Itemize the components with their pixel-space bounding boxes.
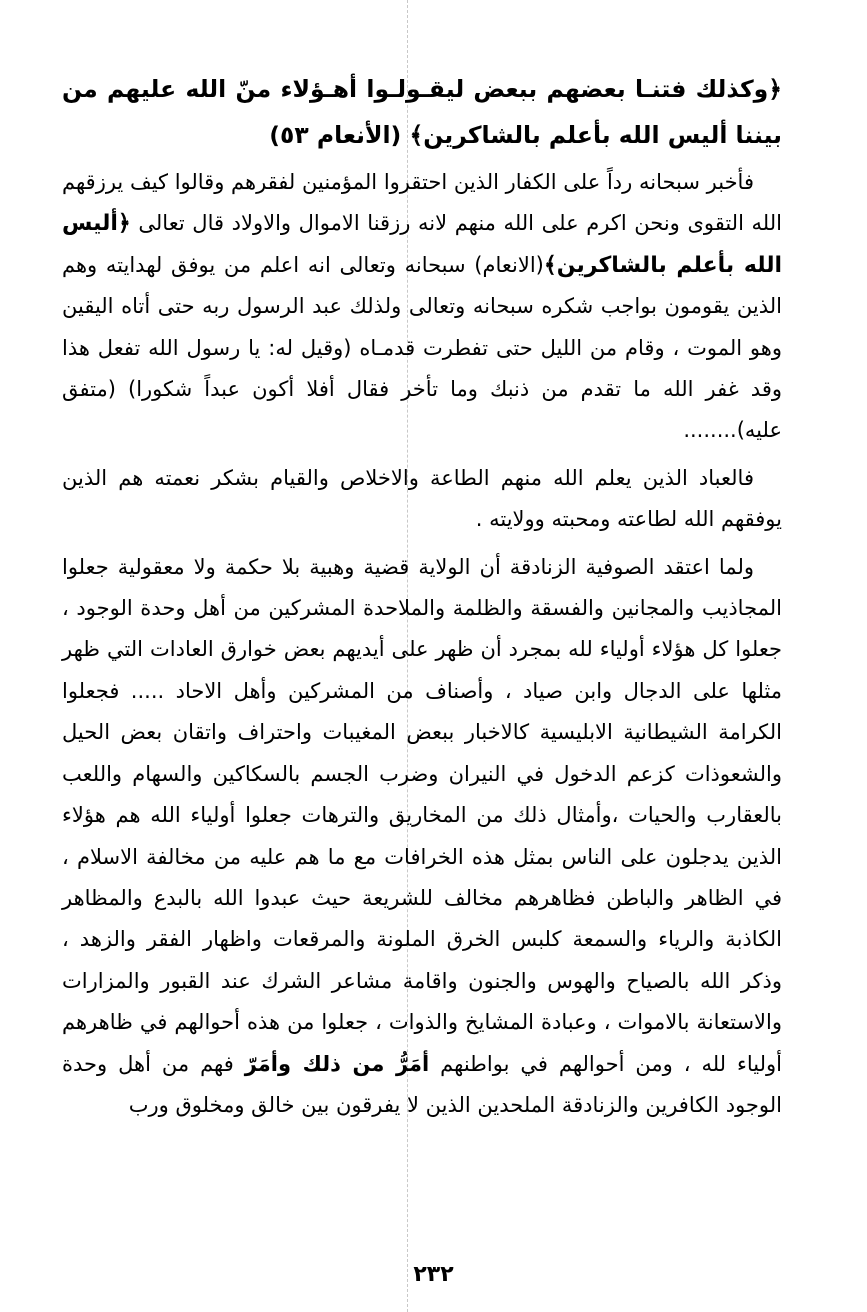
paragraph-3 [62, 547, 782, 1127]
quran-quote: ﴿أليس الله بأعلم بالشاكرين﴾ [62, 211, 782, 278]
paragraph-3-text-a: ولما اعتقد الصوفية الزنادقة أن الولاية قضية وهبية بلا حكمة ولا معقولية جعلوا المجاذيب والمجانين والفسقة والظلمة والملاحدة المشركين من أهل وحدة الوجود ، جعلوا كل هؤلاء أولياء لله بمجرد أن ظهر على أيديهم بعض خوارق العادات التي ظهر مثلها على الدجال وابن صياد ، وأصناف من المشركين وأهل الاحاد ..... فجعلوا الكرامة الشيطانية الابليسية كالاخبار ببعض المغيبات واحتراف واتقان بعض الحيل والشعوذات كزعم الدخول في النيران وضرب الجسم بالسكاكين والسهام واللعب بالعقارب والحيات ،وأمثال ذلك من المخاريق والترهات جعلوا أولياء الله هم هؤلاء الذين يدجلون على الناس بمثل هذه الخرافات مع ما هم عليه من مخالفة الاسلام ، في الظاهر والباطن فظاهرهم مخالف للشريعة حيث عبدوا الله بالبدع والمظاهر الكاذبة والرياء والسمعة كلبس الخرق الملونة والمرقعات واظهار الفقر والزهد ، وذكر الله بالصياح والهوس والجنون واقامة مشاعر الشرك عند القبور والمزارات والاستعانة بالاموات ، وعبادة المشايخ والذوات ، جعلوا من هذه أحوالهم في ظاهرهم أولياء لله ، ومن أحوالهم في بواطنهم [62, 554, 782, 1076]
paragraph-3-text-b: فهم من أهل وحدة الوجود الكافرين والزنادقة الملحدين الذين لا يفرقون بين خالق ومخلوق ورب [62, 1051, 782, 1117]
paragraph-1-text-b: (الانعام) سبحانه وتعالى انه اعلم من يوفق لهدايته وهم الذين يقومون بواجب شكره سبحانه وتعالى ولذلك عبد الرسول ربه حتى أتاه اليقين وهو الموت ، وقام من الليل حتى تفطرت قدمـاه (وقيل له: يا رسول الله تفعل هذا وقد غفر الله ما تقدم من ذنبك وما تأخر فقال أفلا أكون عبداً شكورا) (متفق عليه)........ [62, 252, 782, 443]
heading-verse: ﴿وكذلك فتنـا بعضهم ببعض ليقـولـوا أهـؤلاء منّ الله عليهم من بيننا أليس الله بأعلم بالشاكرين﴾ (الأنعام ٥٣) [62, 75, 782, 149]
paragraph-2: فالعباد الذين يعلم الله منهم الطاعة والاخلاص والقيام بشكر نعمته هم الذين يوفقهم الله لطاعته ومحبته وولايته . [62, 465, 782, 532]
book-page [62, 66, 782, 1266]
emphasized-phrase: أمَرُّ من ذلك وأمَرّ [244, 1051, 430, 1076]
paragraph-1-text-a: فأخبر سبحانه رداً على الكفار الذين احتقروا المؤمنين لفقرهم وقالوا كيف يرزقهم الله التقوى ونحن اكرم على الله منهم لانه رزقنا الاموال والاولاد قال تعالى [62, 170, 782, 236]
paragraph-1 [62, 162, 782, 452]
page-number: ٢٣٢ [413, 1262, 454, 1287]
